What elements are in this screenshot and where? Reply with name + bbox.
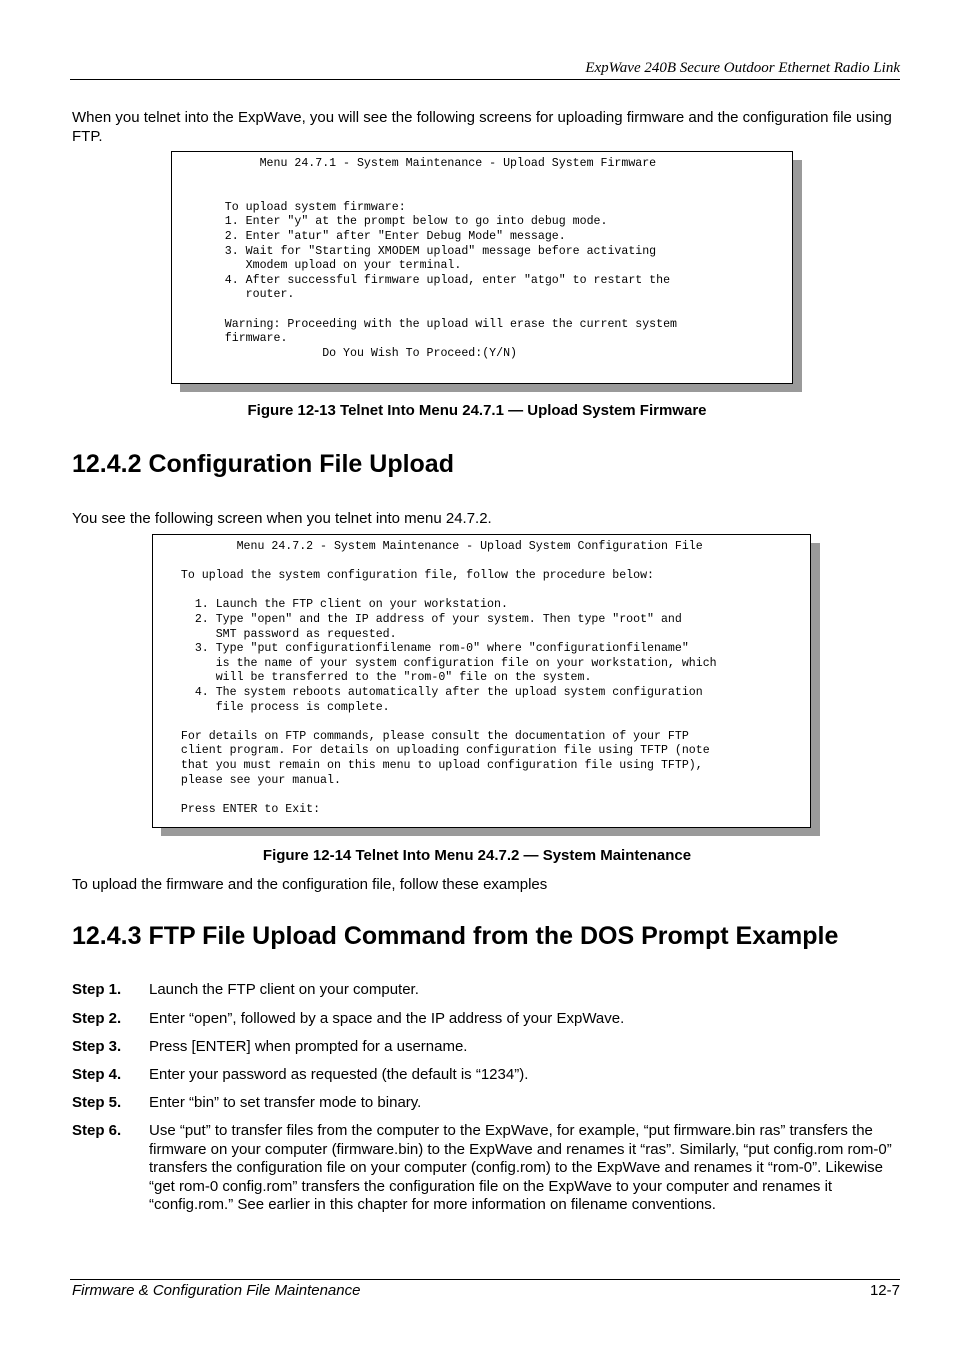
step-text: Launch the FTP client on your computer.: [149, 981, 419, 998]
step-text: Enter your password as requested (the default is “1234”).: [149, 1066, 529, 1083]
step-label: Step 6.: [72, 1122, 122, 1139]
step-item: [72, 1066, 902, 1085]
step-item: [72, 1038, 902, 1057]
section-1-intro: You see the following screen when you telnet into menu 24.7.2.: [72, 510, 492, 527]
step-label: Step 5.: [72, 1094, 122, 1111]
header-rule: [70, 79, 900, 80]
step-item: [72, 981, 902, 1000]
intro-paragraph: When you telnet into the ExpWave, you will see the following screens for uploading firmware and the configuration file using FTP.: [72, 109, 892, 145]
step-item: [72, 1122, 902, 1215]
terminal-screen-menu-24-7-1: [171, 151, 793, 384]
terminal-screen-menu-24-7-2: [152, 534, 811, 828]
step-text: Use “put” to transfer files from the computer to the ExpWave, for example, “put firmware.bin ras” transfers the firmware on your computer (firmware.bin) to the ExpWave and renames it “ras”. Similarly, “put config.rom rom-0” transfers the configuration file on your computer (config.rom) to the ExpWave and renames it “rom-0”. Likewise “get rom-0 config.rom” transfers the configuration file on the ExpWave to your computer and renames it “config.rom.” See earlier in this chapter for more information on filename conventions.: [149, 1122, 892, 1213]
page-number: 12-7: [869, 1282, 900, 1299]
figure-caption-12-13: Figure 12-13 Telnet Into Menu 24.7.1 — Upload System Firmware: [247, 402, 707, 419]
step-item: [72, 1010, 902, 1029]
step-item: [72, 1094, 902, 1113]
section-heading-12-4-2: 12.4.2 Configuration File Upload: [72, 450, 454, 478]
footer-rule: [70, 1279, 900, 1280]
footer-chapter-title: Firmware & Configuration File Maintenance: [72, 1282, 361, 1299]
running-header: ExpWave 240B Secure Outdoor Ethernet Radio Link: [585, 60, 900, 76]
terminal-1-text: Menu 24.7.1 - System Maintenance - Upload System Firmware To upload system firmware: 1. Enter "y" at the prompt below to go into debug mode. 2. Enter "atur" after "Enter Debug Mode" message. 3. Wait for "Starting XMODEM upload" message before activating Xmodem upload on your terminal. 4. After successful firmware upload, enter "atgo" to restart the router. Warning: Proceeding with the upload will erase the current system firmware. Do You Wish To Proceed:(Y/N): [224, 157, 678, 360]
step-text: Enter “open”, followed by a space and the IP address of your ExpWave.: [149, 1010, 625, 1027]
step-label: Step 3.: [72, 1038, 122, 1055]
examples-intro: To upload the firmware and the configuration file, follow these examples: [72, 876, 548, 893]
terminal-2-text: Menu 24.7.2 - System Maintenance - Upload System Configuration File To upload the system configuration file, follow the procedure below: 1. Launch the FTP client on your workstation. 2. Type "open" and the IP address of your system. Then type "root" and SMT password as requested. 3. Type "put configurationfilename rom-0" where "configurationfilename" is the name of your system configuration file on your workstation, which will be transferred to the "rom-0" file on the system. 4. The system reboots automatically after the upload system configuration file process is complete. For details on FTP commands, please consult the documentation of your FTP client program. For details on uploading configuration file using TFTP (note that you must remain on this menu to upload configuration file using TFTP), please see your manual. Press ENTER to Exit:: [180, 540, 717, 816]
figure-caption-12-14: Figure 12-14 Telnet Into Menu 24.7.2 — System Maintenance: [262, 847, 692, 864]
step-label: Step 4.: [72, 1066, 122, 1083]
step-label: Step 1.: [72, 981, 122, 998]
step-text: Enter “bin” to set transfer mode to binary.: [149, 1094, 422, 1111]
step-label: Step 2.: [72, 1010, 122, 1027]
step-text: Press [ENTER] when prompted for a username.: [149, 1038, 468, 1055]
section-heading-12-4-3: 12.4.3 FTP File Upload Command from the DOS Prompt Example: [72, 922, 839, 950]
